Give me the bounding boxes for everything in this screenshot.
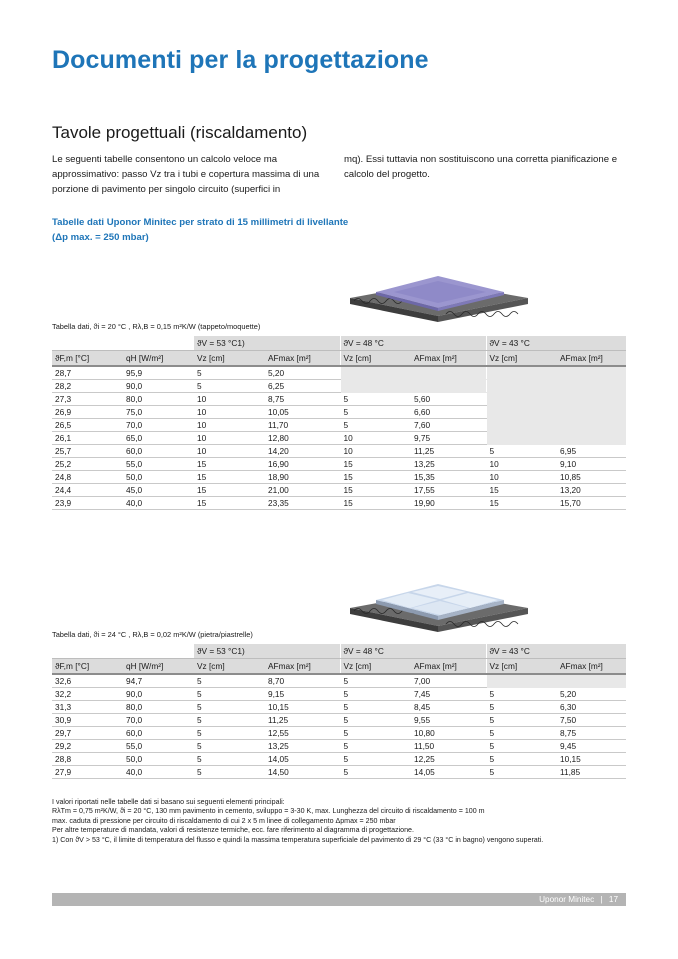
table-cell — [486, 366, 557, 380]
note-line: max. caduta di pressione per circuito di riscaldamento di cui 2 x 5 m linee di collegamento Δpmax = 250 mbar — [52, 816, 396, 825]
table-cell: 5 — [194, 366, 265, 380]
table-cell: 7,00 — [411, 674, 486, 688]
table-cell — [486, 432, 557, 445]
tables-heading-line1: Tabelle dati Uponor Minitec per strato di 15 millimetri di livellante — [52, 217, 349, 228]
table-cell: 11,25 — [265, 714, 340, 727]
table-cell: 90,0 — [123, 380, 194, 393]
table-cell: 11,85 — [557, 766, 626, 779]
header-temp: ϑF,m [°C] — [52, 351, 123, 367]
note-line: Per altre temperature di mandata, valori di resistenze termiche, ecc. fare riferimento al diagramma di progettazione. — [52, 826, 414, 835]
header-a: AFmax [m²] — [265, 659, 340, 675]
table-cell: 5 — [486, 766, 557, 779]
table-cell: 5,60 — [411, 393, 486, 406]
table-cell: 23,35 — [265, 497, 340, 510]
table-cell: 5 — [340, 406, 411, 419]
table-cell: 10 — [194, 445, 265, 458]
table-cell: 5 — [486, 740, 557, 753]
tile-floor-illustration — [346, 578, 532, 634]
table-cell: 10 — [340, 445, 411, 458]
table-cell: 13,25 — [265, 740, 340, 753]
table-cell: 5 — [194, 766, 265, 779]
tables-heading — [52, 215, 348, 245]
table1-caption: Tabella dati, ϑi = 20 °C , Rλ,B = 0,15 m²K/W (tappeto/moquette) — [52, 322, 261, 331]
table-cell: 80,0 — [123, 393, 194, 406]
table-cell: 21,00 — [265, 484, 340, 497]
header-vz: Vz [cm] — [194, 351, 265, 367]
table-cell: 90,0 — [123, 688, 194, 701]
table-cell: 25,2 — [52, 458, 123, 471]
table-cell: 15,35 — [411, 471, 486, 484]
table-cell: 5 — [194, 727, 265, 740]
header-group-53: ϑV = 53 °C1) — [194, 644, 340, 659]
table-cell — [557, 674, 626, 688]
table-row — [52, 445, 626, 458]
table-cell: 26,5 — [52, 419, 123, 432]
intro-text-right: mq). Essi tuttavia non sostituiscono una corretta pianificazione e calcolo del progetto. — [344, 154, 618, 180]
table-cell — [557, 419, 626, 432]
table-cell: 5 — [340, 419, 411, 432]
table-cell: 15 — [194, 497, 265, 510]
table-row — [52, 366, 626, 380]
table-row — [52, 753, 626, 766]
table-cell: 10,80 — [411, 727, 486, 740]
page-number: 17 — [608, 895, 618, 904]
header-group-43: ϑV = 43 °C — [486, 644, 626, 659]
data-table-stone — [52, 644, 626, 779]
table-row — [52, 674, 626, 688]
table-cell: 10 — [194, 393, 265, 406]
table-cell: 5 — [194, 674, 265, 688]
page-title: Documenti per la progettazione — [52, 46, 429, 74]
table-cell: 70,0 — [123, 714, 194, 727]
footer-text — [539, 893, 618, 906]
table-cell: 7,45 — [411, 688, 486, 701]
table-cell: 60,0 — [123, 445, 194, 458]
table-cell: 70,0 — [123, 419, 194, 432]
table-row — [52, 419, 626, 432]
table-cell: 5,20 — [557, 688, 626, 701]
table-cell: 5 — [194, 753, 265, 766]
table-cell: 15 — [340, 471, 411, 484]
table-cell: 5 — [340, 727, 411, 740]
table-cell: 26,9 — [52, 406, 123, 419]
header-q: qH [W/m²] — [123, 659, 194, 675]
table-cell: 8,75 — [557, 727, 626, 740]
table-row — [52, 393, 626, 406]
header-vz: Vz [cm] — [486, 659, 557, 675]
data-table-carpet — [52, 336, 626, 510]
intro-text-left: Le seguenti tabelle consentono un calcolo veloce ma approssimativo: passo Vz tra i tubi e copertura massima di una porzione di pavimento per singolo circuito (superfici in — [52, 154, 320, 195]
table-cell: 5 — [486, 727, 557, 740]
table-row — [52, 380, 626, 393]
table-cell: 5 — [486, 688, 557, 701]
footer-brand: Uponor Minitec — [539, 895, 595, 904]
table-cell: 50,0 — [123, 753, 194, 766]
table-cell — [340, 366, 411, 380]
table-cell: 5 — [340, 766, 411, 779]
table-cell: 8,75 — [265, 393, 340, 406]
table-cell: 5 — [340, 674, 411, 688]
table-cell: 29,2 — [52, 740, 123, 753]
table-cell: 65,0 — [123, 432, 194, 445]
table-cell: 5 — [340, 753, 411, 766]
footer-bar — [52, 893, 626, 906]
section-subtitle: Tavole progettuali (riscaldamento) — [52, 123, 308, 142]
header-vz: Vz [cm] — [194, 659, 265, 675]
table-cell: 15 — [194, 471, 265, 484]
table-cell — [486, 380, 557, 393]
note-line: RλTm = 0,75 m²K/W, ϑi = 20 °C, 130 mm pavimento in cemento, sviluppo = 3-30 K, max. Lunghezza del circuito di riscaldamento = 100 m — [52, 807, 485, 816]
table-cell: 10,15 — [265, 701, 340, 714]
table-cell — [557, 380, 626, 393]
table-row — [52, 688, 626, 701]
table-cell: 32,6 — [52, 674, 123, 688]
table2-body — [52, 674, 626, 779]
table-cell: 60,0 — [123, 727, 194, 740]
table-cell: 28,2 — [52, 380, 123, 393]
table-cell: 5 — [486, 445, 557, 458]
header-temp: ϑF,m [°C] — [52, 659, 123, 675]
table-cell: 28,8 — [52, 753, 123, 766]
table-cell — [486, 419, 557, 432]
table-cell: 15 — [194, 458, 265, 471]
header-vz: Vz [cm] — [486, 351, 557, 367]
table-cell: 28,7 — [52, 366, 123, 380]
table-cell: 6,30 — [557, 701, 626, 714]
table-row — [52, 471, 626, 484]
table-row — [52, 766, 626, 779]
table-cell: 75,0 — [123, 406, 194, 419]
table-cell: 16,90 — [265, 458, 340, 471]
table2-caption: Tabella dati, ϑi = 24 °C , Rλ,B = 0,02 m²K/W (pietra/piastrelle) — [52, 630, 253, 639]
table-cell: 15 — [340, 458, 411, 471]
table-row — [52, 497, 626, 510]
table-cell: 40,0 — [123, 497, 194, 510]
table-cell: 10 — [340, 432, 411, 445]
table-cell: 15 — [486, 497, 557, 510]
table-cell: 14,50 — [265, 766, 340, 779]
table-cell — [557, 366, 626, 380]
table-cell — [557, 393, 626, 406]
header-a: AFmax [m²] — [411, 659, 486, 675]
table-cell: 29,7 — [52, 727, 123, 740]
table-cell — [486, 393, 557, 406]
table-row — [52, 484, 626, 497]
table-cell: 10 — [194, 419, 265, 432]
header-q: qH [W/m²] — [123, 351, 194, 367]
table1-body — [52, 366, 626, 510]
table-cell: 12,55 — [265, 727, 340, 740]
table-row — [52, 432, 626, 445]
table-row — [52, 714, 626, 727]
table-cell: 27,9 — [52, 766, 123, 779]
table-cell: 14,05 — [265, 753, 340, 766]
table-cell: 24,4 — [52, 484, 123, 497]
tables-heading-line2: (Δp max. = 250 mbar) — [52, 232, 149, 243]
table-cell: 5 — [194, 688, 265, 701]
table-cell: 10 — [194, 406, 265, 419]
table-cell: 7,50 — [557, 714, 626, 727]
table-cell: 6,25 — [265, 380, 340, 393]
table-cell: 55,0 — [123, 458, 194, 471]
table-cell: 12,25 — [411, 753, 486, 766]
table-cell: 15 — [194, 484, 265, 497]
header-group-43: ϑV = 43 °C — [486, 336, 626, 351]
table-row — [52, 727, 626, 740]
table-cell: 27,3 — [52, 393, 123, 406]
table-cell: 26,1 — [52, 432, 123, 445]
table-cell: 11,70 — [265, 419, 340, 432]
table-cell: 10,85 — [557, 471, 626, 484]
table-cell: 95,9 — [123, 366, 194, 380]
table-cell: 6,60 — [411, 406, 486, 419]
table-cell: 5,20 — [265, 366, 340, 380]
table-cell: 32,2 — [52, 688, 123, 701]
header-a: AFmax [m²] — [265, 351, 340, 367]
table-cell — [557, 406, 626, 419]
table-cell: 5 — [486, 714, 557, 727]
table-cell: 5 — [194, 714, 265, 727]
table-cell: 10 — [486, 458, 557, 471]
table-cell: 5 — [340, 701, 411, 714]
table-cell: 5 — [340, 714, 411, 727]
header-group-48: ϑV = 48 °C — [340, 336, 486, 351]
table-row — [52, 701, 626, 714]
table-cell: 5 — [486, 701, 557, 714]
table-cell: 5 — [340, 688, 411, 701]
table-cell: 10,05 — [265, 406, 340, 419]
header-group-53: ϑV = 53 °C1) — [194, 336, 340, 351]
table-cell: 9,45 — [557, 740, 626, 753]
header-vz: Vz [cm] — [340, 351, 411, 367]
table-cell: 30,9 — [52, 714, 123, 727]
table-row — [52, 740, 626, 753]
table-cell: 50,0 — [123, 471, 194, 484]
table-cell: 25,7 — [52, 445, 123, 458]
table-cell: 5 — [194, 740, 265, 753]
table-cell: 45,0 — [123, 484, 194, 497]
footnotes — [52, 798, 632, 845]
table-cell — [340, 380, 411, 393]
carpet-floor-illustration — [346, 270, 532, 324]
table-cell: 31,3 — [52, 701, 123, 714]
table-cell — [557, 432, 626, 445]
table-cell: 94,7 — [123, 674, 194, 688]
table-cell — [486, 674, 557, 688]
table-cell: 15 — [486, 484, 557, 497]
table-cell: 80,0 — [123, 701, 194, 714]
table-cell: 15,70 — [557, 497, 626, 510]
table-cell: 14,05 — [411, 766, 486, 779]
note-line: 1) Con ϑV > 53 °C, il limite di temperatura del flusso e quindi la massima temperatura superficiale del pavimento di 29 °C (33 °C in bagno) vengono superati. — [52, 835, 544, 844]
table-cell — [411, 380, 486, 393]
header-a: AFmax [m²] — [557, 351, 626, 367]
table-cell: 10 — [194, 432, 265, 445]
table-cell: 15 — [340, 497, 411, 510]
table-cell: 15 — [340, 484, 411, 497]
header-group-48: ϑV = 48 °C — [340, 644, 486, 659]
header-a: AFmax [m²] — [411, 351, 486, 367]
table-cell: 8,70 — [265, 674, 340, 688]
table-cell: 9,15 — [265, 688, 340, 701]
table-row — [52, 458, 626, 471]
table-cell: 11,50 — [411, 740, 486, 753]
table-cell: 6,95 — [557, 445, 626, 458]
table-cell: 7,60 — [411, 419, 486, 432]
table-cell: 9,10 — [557, 458, 626, 471]
table-row — [52, 406, 626, 419]
table-cell — [411, 366, 486, 380]
table-cell: 5 — [340, 393, 411, 406]
table-cell: 10,15 — [557, 753, 626, 766]
table-cell: 23,9 — [52, 497, 123, 510]
table-cell: 13,20 — [557, 484, 626, 497]
header-a: AFmax [m²] — [557, 659, 626, 675]
footer-divider: | — [600, 895, 603, 904]
table-cell: 12,80 — [265, 432, 340, 445]
table-cell: 18,90 — [265, 471, 340, 484]
table-cell: 40,0 — [123, 766, 194, 779]
table-cell: 24,8 — [52, 471, 123, 484]
header-vz: Vz [cm] — [340, 659, 411, 675]
table-cell: 13,25 — [411, 458, 486, 471]
table-cell: 5 — [194, 701, 265, 714]
table-cell: 5 — [194, 380, 265, 393]
table-cell: 5 — [340, 740, 411, 753]
table-cell — [486, 406, 557, 419]
table-cell: 17,55 — [411, 484, 486, 497]
table-cell: 9,75 — [411, 432, 486, 445]
table-cell: 5 — [486, 753, 557, 766]
table-cell: 14,20 — [265, 445, 340, 458]
table-cell: 9,55 — [411, 714, 486, 727]
table-cell: 10 — [486, 471, 557, 484]
table-cell: 19,90 — [411, 497, 486, 510]
note-line: I valori riportati nelle tabelle dati si basano sui seguenti elementi principali: — [52, 798, 285, 806]
table-cell: 55,0 — [123, 740, 194, 753]
table-cell: 8,45 — [411, 701, 486, 714]
table-cell: 11,25 — [411, 445, 486, 458]
